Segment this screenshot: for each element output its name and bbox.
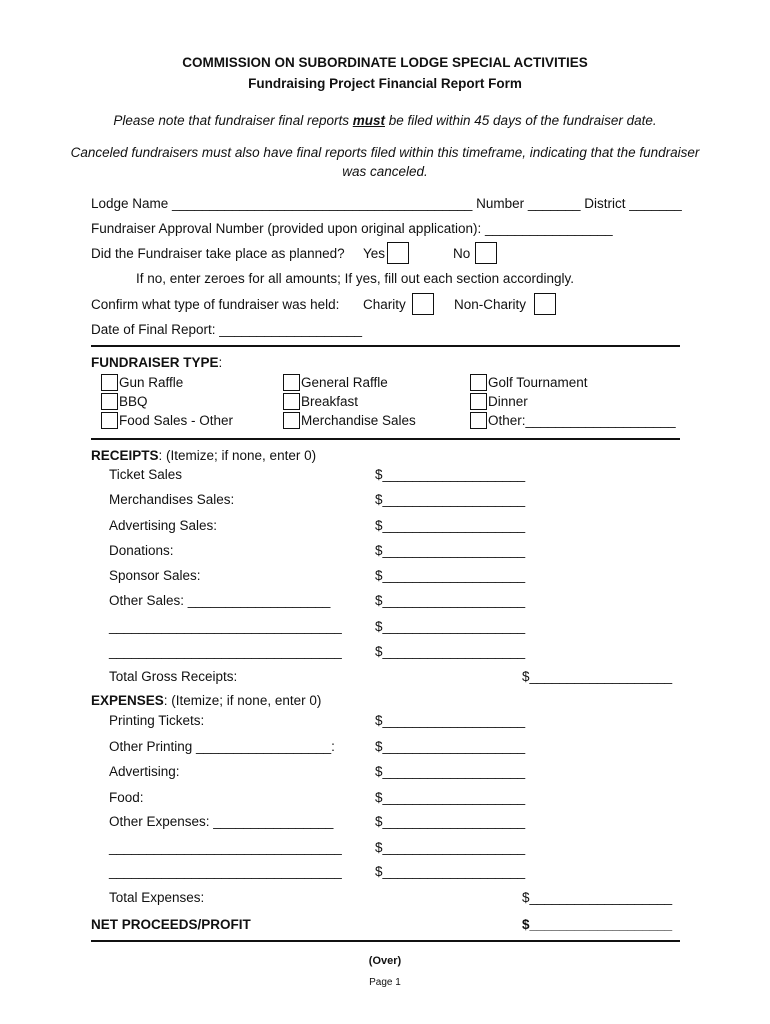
receipt-item-label: Advertising Sales: bbox=[109, 518, 218, 533]
receipt-amount-field[interactable]: $___________________ bbox=[375, 467, 526, 482]
page-number: Page 1 bbox=[369, 977, 401, 988]
heading-text: RECEIPTS bbox=[91, 448, 159, 463]
expense-amount-field[interactable]: $___________________ bbox=[375, 739, 526, 754]
option-label: Gun Raffle bbox=[119, 375, 184, 390]
receipt-amount-field[interactable]: $___________________ bbox=[375, 644, 526, 659]
expense-item-label[interactable]: Other Printing __________________: bbox=[109, 739, 335, 754]
expense-amount-field[interactable]: $___________________ bbox=[375, 713, 526, 728]
no-label: No bbox=[453, 246, 471, 261]
type-option-merchandise-sales[interactable] bbox=[283, 412, 416, 429]
checkbox[interactable] bbox=[101, 374, 118, 391]
type-option-general-raffle[interactable] bbox=[283, 374, 388, 391]
receipt-item-label: Donations: bbox=[109, 543, 174, 558]
note-text: be filed within 45 days of the fundraiser date. bbox=[384, 113, 657, 128]
option-label: Other:____________________ bbox=[488, 413, 676, 428]
type-option-other[interactable] bbox=[470, 412, 676, 429]
confirm-type-question: Confirm what type of fundraiser was held: bbox=[91, 297, 340, 312]
checkbox[interactable] bbox=[283, 374, 300, 391]
total-expenses-label: Total Expenses: bbox=[109, 890, 205, 905]
receipt-amount-field[interactable]: $___________________ bbox=[375, 568, 526, 583]
expense-amount-field[interactable]: $___________________ bbox=[375, 814, 526, 829]
approval-number-field[interactable]: Fundraiser Approval Number (provided upon original application): _________________ bbox=[91, 221, 613, 236]
total-gross-receipts-label: Total Gross Receipts: bbox=[109, 669, 238, 684]
yes-label: Yes bbox=[363, 246, 386, 261]
receipt-amount-field[interactable]: $___________________ bbox=[375, 492, 526, 507]
type-option-breakfast[interactable] bbox=[283, 393, 358, 410]
checkbox[interactable] bbox=[470, 374, 487, 391]
fundraiser-type-heading bbox=[91, 355, 222, 370]
heading-colon: : bbox=[218, 355, 223, 370]
option-label: General Raffle bbox=[301, 375, 388, 390]
receipts-heading bbox=[91, 448, 316, 463]
total-expenses-field[interactable]: $___________________ bbox=[522, 890, 673, 905]
date-of-report-field[interactable]: Date of Final Report: ___________________ bbox=[91, 322, 362, 337]
checkbox[interactable] bbox=[101, 393, 118, 410]
receipt-item-label[interactable]: _______________________________ bbox=[109, 619, 342, 634]
option-label: Food Sales - Other bbox=[119, 413, 234, 428]
total-gross-receipts-field[interactable]: $___________________ bbox=[522, 669, 673, 684]
document-title: COMMISSION ON SUBORDINATE LODGE SPECIAL ACTIVITIES bbox=[182, 55, 588, 70]
type-option-food-sales[interactable] bbox=[101, 412, 233, 429]
lodge-name-field[interactable]: Lodge Name ________________________________________ Number _______ District _______ bbox=[91, 196, 682, 211]
heading-sub: : (Itemize; if none, enter 0) bbox=[163, 693, 322, 708]
receipt-item-label: Sponsor Sales: bbox=[109, 568, 201, 583]
receipt-item-label: Ticket Sales bbox=[109, 467, 183, 482]
heading-text: FUNDRAISER TYPE bbox=[91, 355, 219, 370]
checkbox[interactable] bbox=[101, 412, 118, 429]
if-no-instruction: If no, enter zeroes for all amounts; If yes, fill out each section accordingly. bbox=[136, 271, 574, 286]
expense-amount-field[interactable]: $___________________ bbox=[375, 840, 526, 855]
checkbox[interactable] bbox=[470, 393, 487, 410]
receipt-amount-field[interactable]: $___________________ bbox=[375, 518, 526, 533]
checkbox[interactable] bbox=[470, 412, 487, 429]
option-label: Golf Tournament bbox=[488, 375, 588, 390]
type-option-bbq[interactable] bbox=[101, 393, 148, 410]
no-checkbox[interactable] bbox=[475, 242, 497, 264]
net-proceeds-label: NET PROCEEDS/PROFIT bbox=[91, 917, 251, 932]
expenses-heading bbox=[91, 693, 321, 708]
heading-sub: : (Itemize; if none, enter 0) bbox=[158, 448, 317, 463]
divider bbox=[91, 345, 680, 347]
note-emphasis: must bbox=[352, 113, 385, 128]
option-label: Breakfast bbox=[301, 394, 359, 409]
checkbox[interactable] bbox=[283, 412, 300, 429]
type-option-golf-tournament[interactable] bbox=[470, 374, 588, 391]
net-proceeds-field[interactable]: $___________________ bbox=[522, 917, 673, 932]
charity-label: Charity bbox=[363, 297, 406, 312]
note-text: Please note that fundraiser final reports bbox=[113, 113, 353, 128]
over-note: (Over) bbox=[368, 955, 402, 967]
receipt-amount-field[interactable]: $___________________ bbox=[375, 593, 526, 608]
receipt-item-label[interactable]: _______________________________ bbox=[109, 644, 342, 659]
option-label: Merchandise Sales bbox=[301, 413, 416, 428]
type-option-gun-raffle[interactable] bbox=[101, 374, 183, 391]
divider bbox=[91, 438, 680, 440]
expense-item-label: Advertising: bbox=[109, 764, 180, 779]
charity-checkbox[interactable] bbox=[412, 293, 434, 315]
expense-item-label: Printing Tickets: bbox=[109, 713, 205, 728]
expense-amount-field[interactable]: $___________________ bbox=[375, 864, 526, 879]
receipt-amount-field[interactable]: $___________________ bbox=[375, 543, 526, 558]
receipt-item-label: Merchandises Sales: bbox=[109, 492, 235, 507]
expense-amount-field[interactable]: $___________________ bbox=[375, 790, 526, 805]
yes-checkbox[interactable] bbox=[387, 242, 409, 264]
expense-item-label: Food: bbox=[109, 790, 144, 805]
divider bbox=[91, 940, 680, 942]
heading-text: EXPENSES bbox=[91, 693, 164, 708]
filing-deadline-note bbox=[60, 111, 710, 130]
non-charity-label: Non-Charity bbox=[454, 297, 527, 312]
non-charity-checkbox[interactable] bbox=[534, 293, 556, 315]
canceled-note: Canceled fundraisers must also have final reports filed within this timeframe, indicating that the fundraiser was canceled. bbox=[70, 145, 700, 179]
expense-amount-field[interactable]: $___________________ bbox=[375, 764, 526, 779]
expense-item-label[interactable]: _______________________________ bbox=[109, 840, 342, 855]
expense-item-label[interactable]: Other Expenses: ________________ bbox=[109, 814, 334, 829]
option-label: Dinner bbox=[488, 394, 528, 409]
type-option-dinner[interactable] bbox=[470, 393, 528, 410]
receipt-item-label[interactable]: Other Sales: ___________________ bbox=[109, 593, 331, 608]
expense-item-label[interactable]: _______________________________ bbox=[109, 864, 342, 879]
checkbox[interactable] bbox=[283, 393, 300, 410]
receipt-amount-field[interactable]: $___________________ bbox=[375, 619, 526, 634]
option-label: BBQ bbox=[119, 394, 148, 409]
document-subtitle: Fundraising Project Financial Report Form bbox=[248, 76, 522, 91]
took-place-question: Did the Fundraiser take place as planned? bbox=[91, 246, 345, 261]
